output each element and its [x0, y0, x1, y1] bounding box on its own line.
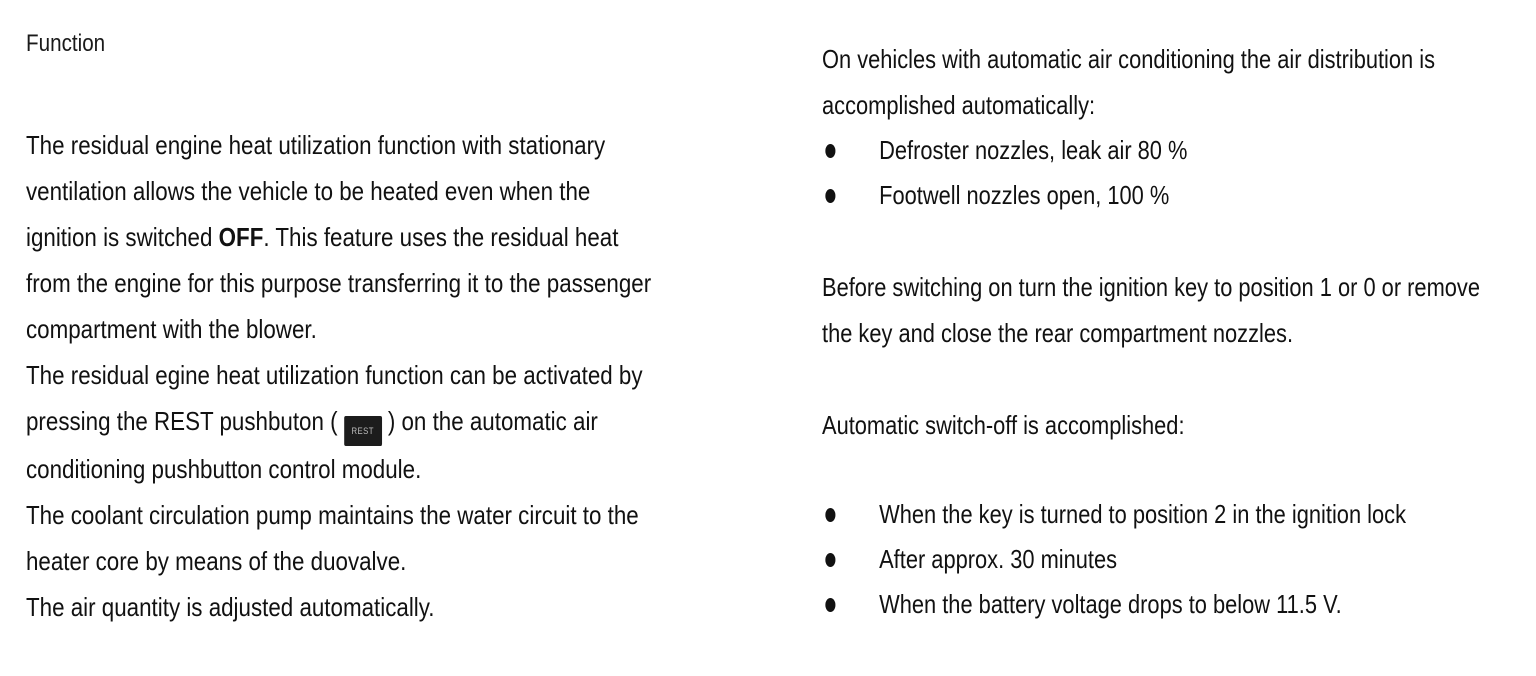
paragraph-residual-heat	[26, 122, 662, 352]
paragraph-coolant-pump: The coolant circulation pump maintains the water circuit to the heater core by means of the duovalve.	[26, 500, 639, 576]
list-item	[822, 173, 1494, 218]
list-item	[822, 582, 1494, 627]
paragraph-text: The residual egine heat utilization function can be activated by pressing the REST pushbuton (	[26, 360, 643, 436]
spacer	[822, 356, 1494, 402]
paragraph-air-distribution: On vehicles with automatic air conditioning the air distribution is accomplished automatically:	[822, 44, 1436, 120]
spacer	[822, 448, 1494, 492]
bullet-icon	[825, 189, 835, 203]
paragraph-text: ) on the automatic air conditioning pushbutton control module.	[26, 406, 598, 484]
distribution-list	[822, 128, 1494, 218]
paragraph-before-switching: Before switching on turn the ignition key to position 1 or 0 or remove the key and close the rear compartment nozzles.	[822, 272, 1480, 348]
paragraph-text: . This feature uses the residual heat from the engine for this purpose transferring it to the passenger compartment with the blower.	[26, 222, 652, 344]
paragraph-activation	[26, 352, 662, 492]
right-column	[822, 36, 1494, 627]
switch-off-list	[822, 492, 1494, 627]
list-item-text: When the key is turned to position 2 in the ignition lock	[879, 499, 1407, 529]
list-item-text: When the battery voltage drops to below 11.5 V.	[879, 589, 1342, 619]
paragraph-switch-off-heading: Automatic switch-off is accomplished:	[822, 410, 1185, 440]
list-item-text: After approx. 30 minutes	[879, 544, 1118, 574]
paragraph-text: The residual engine heat utilization function with stationary ventilation allows the vehicle to be heated even when the ignition is switched	[26, 130, 606, 252]
list-item-text: Footwell nozzles open, 100 %	[879, 180, 1170, 210]
list-item	[822, 537, 1494, 582]
off-bold-text: OFF	[218, 222, 264, 252]
list-item	[822, 128, 1494, 173]
list-item	[822, 492, 1494, 537]
bullet-icon	[825, 144, 835, 158]
bullet-icon	[825, 508, 835, 522]
bullet-icon	[825, 553, 835, 567]
rest-button-icon: REST	[344, 416, 382, 446]
bullet-icon	[825, 598, 835, 612]
paragraph-air-quantity: The air quantity is adjusted automatically.	[26, 592, 435, 622]
section-heading: Function	[26, 30, 106, 57]
spacer	[822, 218, 1494, 264]
left-column	[26, 28, 662, 630]
list-item-text: Defroster nozzles, leak air 80 %	[879, 135, 1188, 165]
